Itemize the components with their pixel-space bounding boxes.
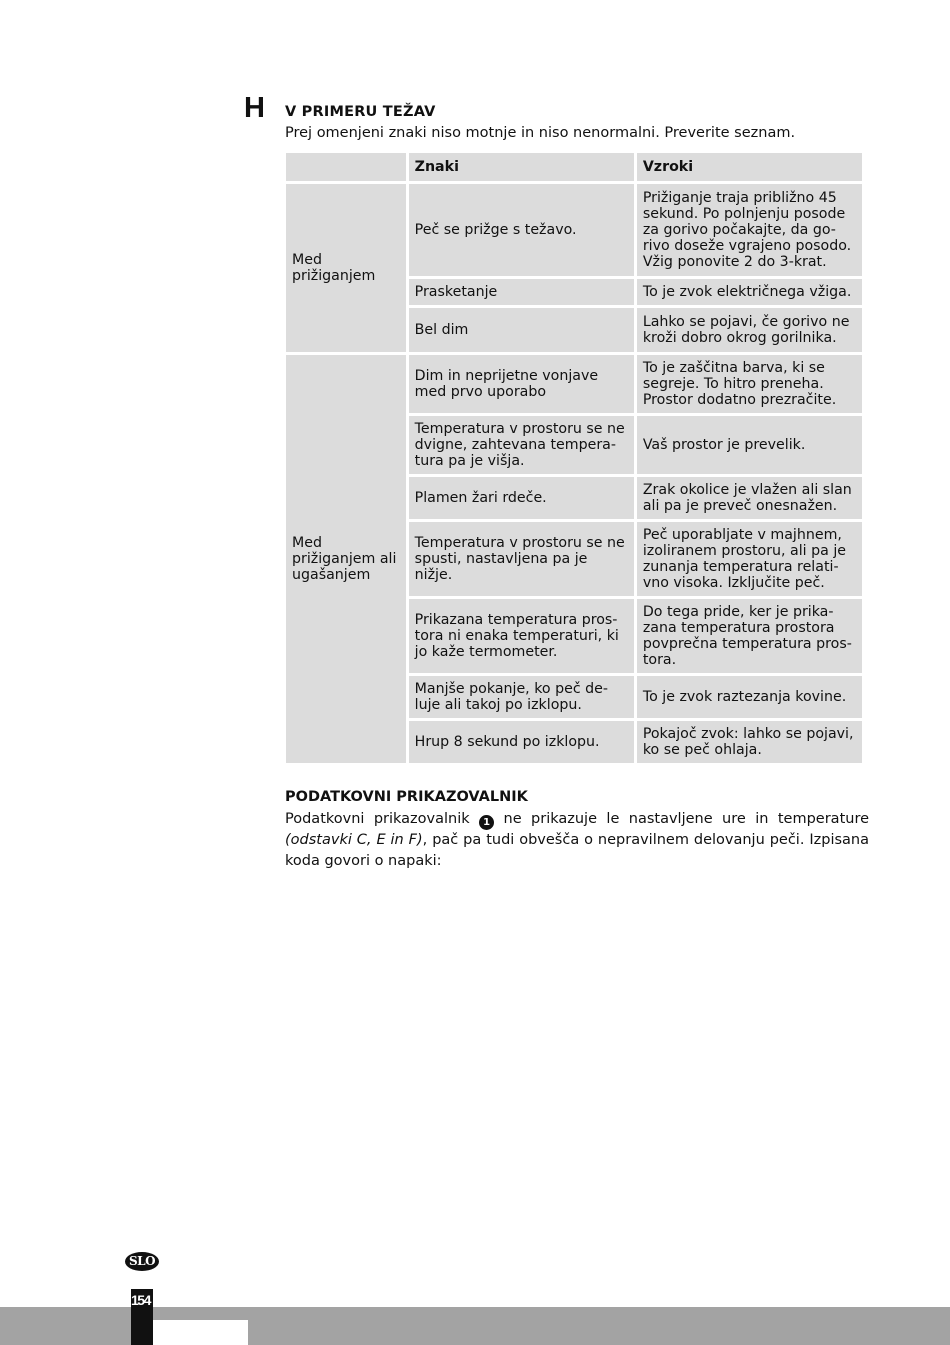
- footer-white-block: [152, 1320, 248, 1345]
- table-row: [286, 184, 862, 276]
- sign-cell: Temperatura v prostoru se ne spusti, nastavljena pa je nižje.: [409, 522, 634, 596]
- table-header-empty: [286, 153, 406, 181]
- sign-cell: Dim in neprijetne vonjave med prvo uporabo: [409, 355, 634, 413]
- cause-cell: To je zaščitna barva, ki se segreje. To hitro preneha. Prostor dodatno prezračite.: [637, 355, 862, 413]
- troubleshooting-table: [283, 150, 865, 766]
- cause-cell: Lahko se pojavi, če gorivo ne kroži dobro okrog gorilnika.: [637, 308, 862, 352]
- section-intro: Prej omenjeni znaki niso motnje in niso nenormalni. Preverite seznam.: [285, 125, 796, 141]
- sign-cell: Bel dim: [409, 308, 634, 352]
- cause-cell: Zrak okolice je vlažen ali slan ali pa je preveč onesnažen.: [637, 477, 862, 519]
- sign-cell: Plamen žari rdeče.: [409, 477, 634, 519]
- sign-cell: Peč se prižge s težavo.: [409, 184, 634, 276]
- section-title: V PRIMERU TEŽAV: [285, 104, 436, 120]
- number-1-marker-icon: 1: [479, 815, 494, 830]
- table-row: [286, 355, 862, 413]
- sign-cell: Hrup 8 sekund po izklopu.: [409, 721, 634, 763]
- table-header-causes: Vzroki: [637, 153, 862, 181]
- cause-cell: To je zvok električnega vžiga.: [637, 279, 862, 305]
- group-label: Med prižiganjem: [286, 184, 406, 352]
- sign-cell: Prasketanje: [409, 279, 634, 305]
- display-text-reference: (odstavki C, E in F): [285, 832, 423, 848]
- table-header-signs: Znaki: [409, 153, 634, 181]
- sign-cell: Manjše pokanje, ko peč de-luje ali takoj po izklopu.: [409, 676, 634, 718]
- display-paragraph: [285, 809, 869, 872]
- cause-cell: Do tega pride, ker je prika-zana temperatura prostora povprečna temperatura pros-tora.: [637, 599, 862, 673]
- cause-cell: To je zvok raztezanja kovine.: [637, 676, 862, 718]
- cause-cell: Peč uporabljate v majhnem, izoliranem prostoru, ali pa je zunanja temperatura relati-vno visoka. Izključite peč.: [637, 522, 862, 596]
- display-text-before: Podatkovni prikazovalnik: [285, 811, 470, 827]
- cause-cell: Pokajoč zvok: lahko se pojavi, ko se peč ohlaja.: [637, 721, 862, 763]
- language-badge: SLO: [125, 1252, 159, 1271]
- display-section-title: PODATKOVNI PRIKAZOVALNIK: [285, 789, 528, 805]
- cause-cell: Prižiganje traja približno 45 sekund. Po polnjenju posode za gorivo počakajte, da go-rivo doseže vgrajeno posodo. Vžig ponovite 2 do 3-krat.: [637, 184, 862, 276]
- display-text-after: , pač pa tudi obvešča o nepravilnem delovanju peči. Izpisana koda govori o napaki:: [285, 832, 869, 869]
- cause-cell: Vaš prostor je prevelik.: [637, 416, 862, 474]
- display-text-mid: ne prikazuje le nastavljene ure in temperature: [503, 811, 870, 827]
- sign-cell: Temperatura v prostoru se ne dvigne, zahtevana tempera-tura pa je višja.: [409, 416, 634, 474]
- group-label: Med prižiganjem ali ugašanjem: [286, 355, 406, 763]
- section-letter: H: [244, 92, 265, 124]
- page-number: 154: [131, 1292, 150, 1308]
- sign-cell: Prikazana temperatura pros-tora ni enaka temperaturi, ki jo kaže termometer.: [409, 599, 634, 673]
- table-header-row: [286, 153, 862, 181]
